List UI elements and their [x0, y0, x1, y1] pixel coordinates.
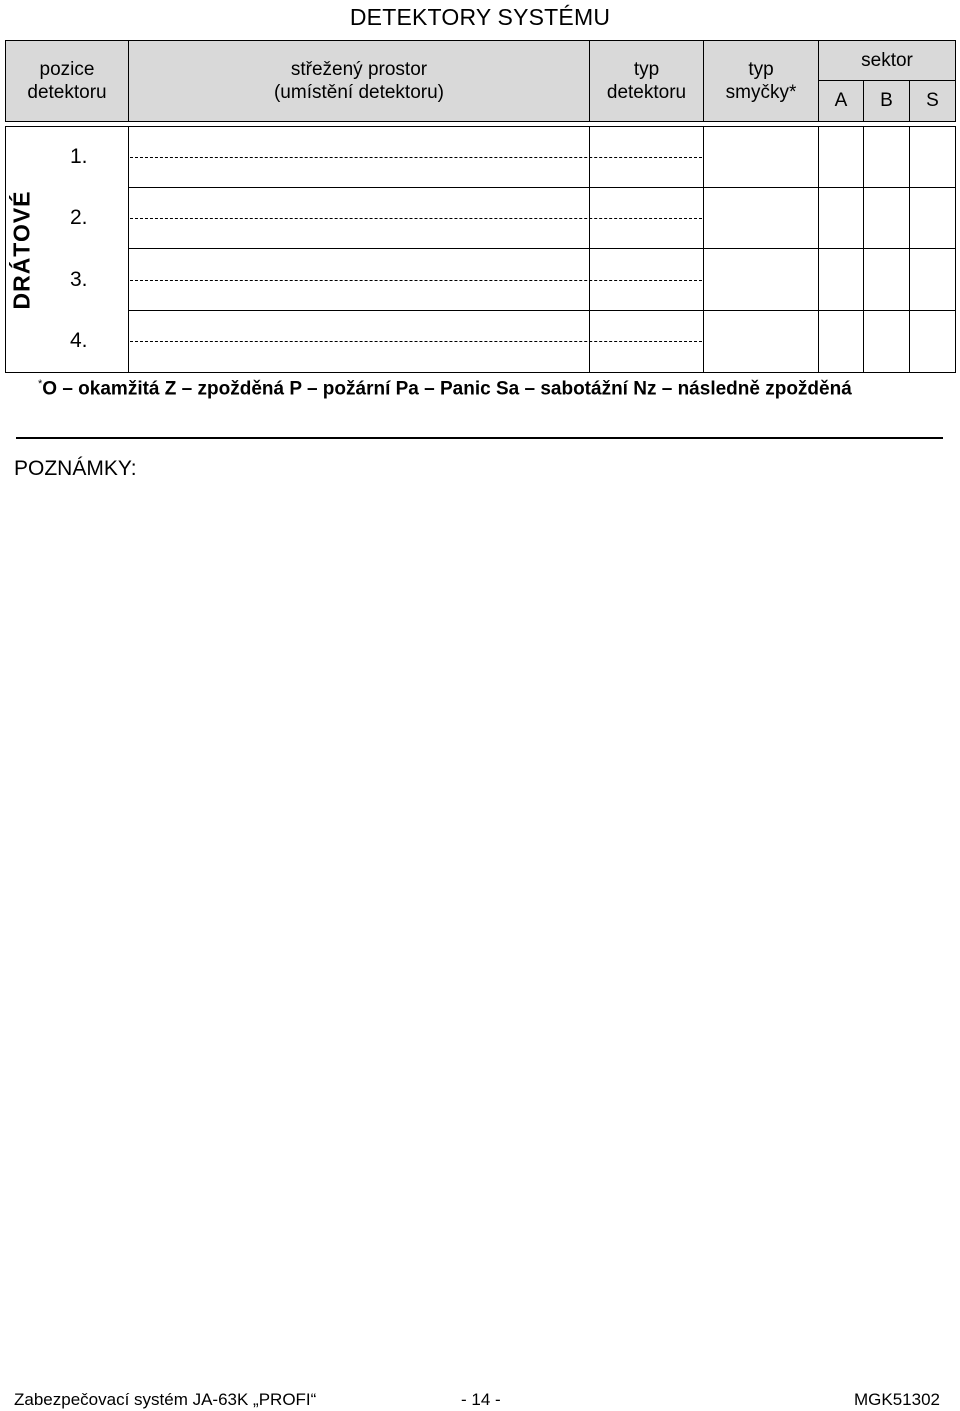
entry-line-1[interactable]: [130, 157, 702, 158]
footer-doc-code: MGK51302: [854, 1390, 940, 1409]
legend-marker: *: [38, 378, 43, 390]
grid-row-1: [128, 187, 956, 188]
row-number-2: 2.: [70, 206, 88, 229]
grid-row-3: [128, 310, 956, 311]
header-position: [5, 40, 129, 122]
header-position-line2: detektoru: [27, 82, 107, 103]
header-area-line2: (umístění detektoru): [273, 82, 445, 103]
legend-text: O – okamžitá Z – zpožděná P – požární Pa – Panic Sa – sabotážní Nz – následně zpožděná: [42, 378, 852, 400]
header-loop-type-line2: smyčky*: [725, 82, 797, 103]
header-loop-type-line1: typ: [748, 59, 774, 80]
legend: [38, 378, 852, 400]
grid-col-1: [128, 126, 129, 373]
entry-line-2[interactable]: [130, 218, 702, 219]
footer-page-number: - 14 -: [461, 1390, 501, 1409]
separator-line: [16, 437, 943, 439]
grid-right: [955, 126, 956, 373]
grid-top: [5, 126, 956, 127]
header-detector-type-line2: detektoru: [606, 82, 687, 103]
header-sector-b: B: [863, 80, 910, 122]
section-label: [2, 188, 42, 312]
grid-bottom: [5, 372, 956, 373]
row-number-1: 1.: [70, 145, 88, 168]
row-number-3: 3.: [70, 268, 88, 291]
grid-col-3: [703, 126, 704, 373]
footer-title: Zabezpečovací systém JA-63K „PROFI“: [14, 1390, 317, 1409]
header-sector: sektor: [818, 40, 956, 81]
header-sector-s: S: [909, 80, 956, 122]
row-number-4: 4.: [70, 329, 88, 352]
entry-line-4[interactable]: [130, 341, 702, 342]
grid-col-5: [863, 126, 864, 373]
entry-line-3[interactable]: [130, 280, 702, 281]
grid-col-2: [589, 126, 590, 373]
header-area: [128, 40, 590, 122]
header-detector-type-line1: typ: [633, 59, 660, 80]
header-detector-type: [589, 40, 704, 122]
notes-label: POZNÁMKY:: [14, 457, 137, 480]
grid-row-2: [128, 248, 956, 249]
header-area-line1: střežený prostor: [290, 59, 428, 80]
header-sector-a: A: [818, 80, 864, 122]
header-loop-type: [703, 40, 819, 122]
section-label-text: DRÁTOVÉ: [8, 190, 35, 310]
page-title: DETEKTORY SYSTÉMU: [349, 4, 611, 30]
header-position-line1: pozice: [39, 59, 95, 80]
grid-col-4: [818, 126, 819, 373]
grid-col-6: [909, 126, 910, 373]
